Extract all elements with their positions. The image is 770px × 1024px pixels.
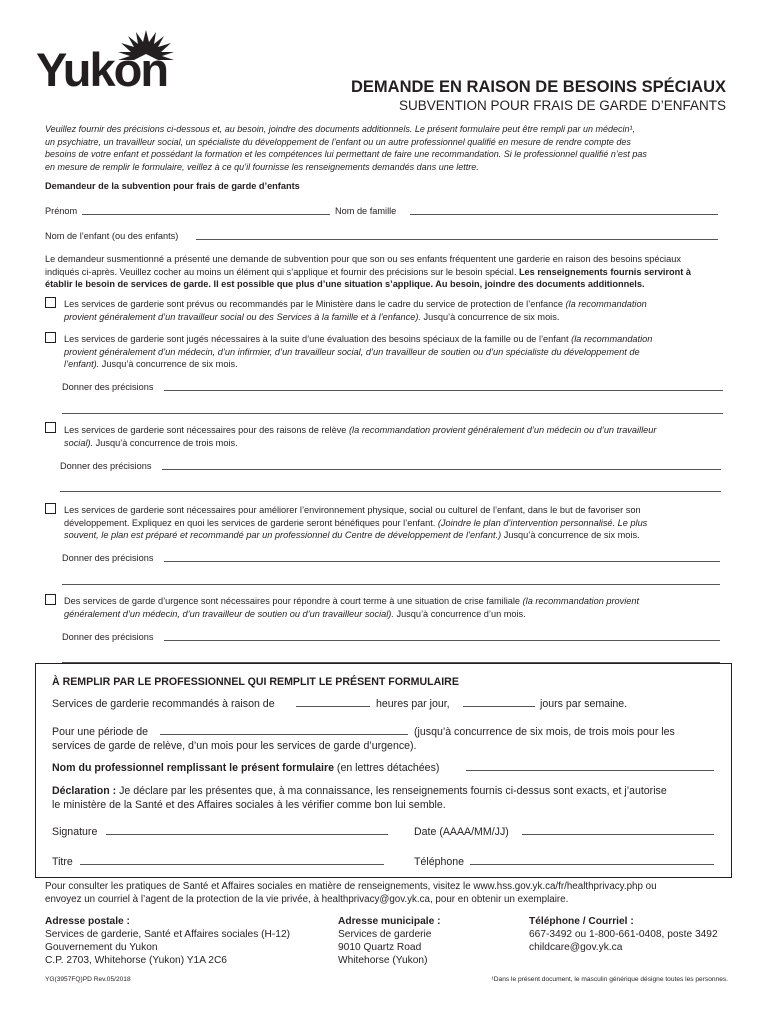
signature-field[interactable] — [106, 825, 388, 835]
rec-label-a: Services de garderie recommandés à raison de — [52, 698, 275, 710]
option-assessment-checkbox[interactable] — [45, 332, 56, 343]
professional-name-field[interactable] — [466, 761, 714, 771]
declaration-text: Déclaration : Je déclare par les présentes que, à ma connaissance, les renseignements fournis ci-dessus sont exacts, et j’autorise le ministère de la Santé et des Affaires sociales à les vérifier comme bon lui semble. — [52, 785, 667, 811]
option-emergency-text: Des services de garde d’urgence sont nécessaires pour répondre à court terme à une situation de crise familiale (la recommandation provient généralement d’un médecin, d’un travailleur de soutien ou d’un travailleur social). Jusqu’à concurrence d’un mois. — [64, 596, 640, 619]
date-field[interactable] — [522, 825, 714, 835]
last-name-label: Nom de famille — [335, 206, 397, 216]
privacy-notice: Pour consulter les pratiques de Santé et Affaires sociales en matière de renseignements, visitez le www.hss.gov.yk.ca/fr/healthprivacy.php ou envoyez un courriel à l’agent de la protection de la vie privée, à healthprivacy@gov.yk.ca, pour en obtenir un exemplaire. — [45, 881, 657, 905]
first-name-label: Prénom — [45, 206, 78, 216]
hours-per-day-field[interactable] — [296, 697, 370, 707]
option-assessment-text: Les services de garderie sont jugés nécessaires à la suite d’une évaluation des besoins spéciaux de la famille ou de l’enfant (la recommandation provient généralement d’un médecin, d’un infirmier, d’un travailleur social, d’un travailleur de soutien ou d’un spécialiste du développement de l’enfant). Jusqu’à concurrence de six mois. — [64, 334, 653, 370]
professional-heading: À REMPLIR PAR LE PROFESSIONNEL QUI REMPLIT LE PRÉSENT FORMULAIRE — [52, 676, 459, 688]
option-child-protection-text: Les services de garderie sont prévus ou recommandés par le Ministère dans le cadre du service de protection de l’enfance (la recommandation provient généralement d’un travailleur social ou des Services à la famille et à l’enfance). Jusqu’à concurrence de six mois. — [64, 299, 647, 322]
municipal-address: Adresse municipale : Services de garderie 9010 Quartz Road Whitehorse (Yukon) — [338, 916, 441, 966]
date-label: Date (AAAA/MM/JJ) — [414, 826, 509, 838]
phone-field[interactable] — [470, 855, 714, 865]
option-assessment-details-field[interactable] — [164, 381, 723, 391]
title-label: Titre — [52, 856, 73, 868]
option-respite-text: Les services de garderie sont nécessaires pour des raisons de relève (la recommandation provient généralement d’un médecin ou d’un travailleur social). Jusqu’à concurrence de trois mois. — [64, 425, 657, 448]
days-per-week-field[interactable] — [463, 697, 535, 707]
period-label-c: services de garde de relève, d’un mois pour les services de garde d’urgence). — [52, 740, 417, 752]
rec-label-c: jours par semaine. — [540, 698, 628, 710]
form-title: DEMANDE EN RAISON DE BESOINS SPÉCIAUX — [351, 78, 726, 96]
rec-label-b: heures par jour, — [376, 698, 450, 710]
option-respite-checkbox[interactable] — [45, 422, 56, 433]
option-respite-details-label: Donner des précisions — [60, 461, 152, 471]
phone-label: Téléphone — [414, 856, 465, 868]
professional-name-label: Nom du professionnel remplissant le présent formulaire (en lettres détachées) — [52, 762, 440, 774]
period-label-a: Pour une période de — [52, 726, 149, 738]
option-environment-details-field[interactable] — [164, 552, 720, 562]
form-subtitle: SUBVENTION POUR FRAIS DE GARDE D’ENFANTS — [398, 98, 726, 113]
option-emergency-checkbox[interactable] — [45, 594, 56, 605]
notice-text: Le demandeur susmentionné a présenté une demande de subvention pour que son ou ses enfants fréquentent une garderie en raison des besoins spéciaux indiqués ci-après. Veuillez cocher au moins un élément qui s’applique et fournir des précisions sur le besoin spécial. Les renseignements fournis serviront à établir le besoin de services de garde. Il est possible que plus d’une situation s’applique. Au besoin, joindre des documents additionnels. — [45, 254, 692, 290]
option-environment-text: Les services de garderie sont nécessaires pour améliorer l’environnement physique, social ou culturel de l’enfant, dans le but de favoriser son développement. Expliquez en quoi les services de garderie seront bénéfiques pour l’enfant. (Joindre le plan d’intervention personnalisé. Le plus souvent, le plan est préparé et recommandé par un professionnel du Centre de développement de l’enfant.) Jusqu’à concurrence de six mois. — [64, 505, 648, 541]
option-respite-details-line2[interactable] — [60, 491, 721, 492]
period-label-b: (jusqu’à concurrence de six mois, de trois mois pour les — [414, 726, 675, 738]
title-field[interactable] — [80, 855, 384, 865]
logo-wordmark: Yukon — [36, 43, 168, 96]
postal-address: Adresse postale : Services de garderie, Santé et Affaires sociales (H-12) Gouvernement du Yukon C.P. 2703, Whitehorse (Yukon) Y1A 2C6 — [45, 916, 290, 966]
option-environment-details-label: Donner des précisions — [62, 553, 154, 563]
option-child-protection-checkbox[interactable] — [45, 297, 56, 308]
option-assessment-details-label: Donner des précisions — [62, 382, 154, 392]
child-name-label: Nom de l’enfant (ou des enfants) — [45, 231, 179, 241]
child-name-field[interactable] — [196, 230, 718, 240]
option-emergency-details-label: Donner des précisions — [62, 632, 154, 642]
first-name-field[interactable] — [82, 205, 330, 215]
applicant-heading: Demandeur de la subvention pour frais de garde d’enfants — [45, 181, 300, 191]
last-name-field[interactable] — [410, 205, 718, 215]
option-assessment-details-line2[interactable] — [62, 413, 723, 414]
option-environment-checkbox[interactable] — [45, 503, 56, 514]
intro-text: Veuillez fournir des précisions ci-dessous et, au besoin, joindre des documents additionnels. Le présent formulaire peut être rempli par un médecin¹, un psychiatre, un travailleur social, un spécialiste du développement de l’enfant ou un autre professionnel qualifié en mesure de rendre compte des besoins de votre enfant et possédant la formation et les compétences lui permettant de faire une recommandation. Si le professionnel qualifié n’est pas en mesure de remplir le formulaire, veillez à ce qu’il fournisse les renseignements demandés dans une lettre. — [45, 124, 647, 172]
option-emergency-details-field[interactable] — [164, 631, 720, 641]
signature-label: Signature — [52, 826, 98, 838]
option-respite-details-field[interactable] — [162, 460, 721, 470]
option-environment-details-line2[interactable] — [62, 584, 720, 585]
period-field[interactable] — [160, 725, 408, 735]
phone-email: Téléphone / Courriel : 667-3492 ou 1-800-661-0408, poste 3492 childcare@gov.yk.ca — [529, 916, 718, 953]
form-code: YG(3957FQ)PD Rev.05/2018 — [45, 976, 131, 983]
footnote: ¹Dans le présent document, le masculin générique désigne toutes les personnes. — [491, 976, 728, 983]
